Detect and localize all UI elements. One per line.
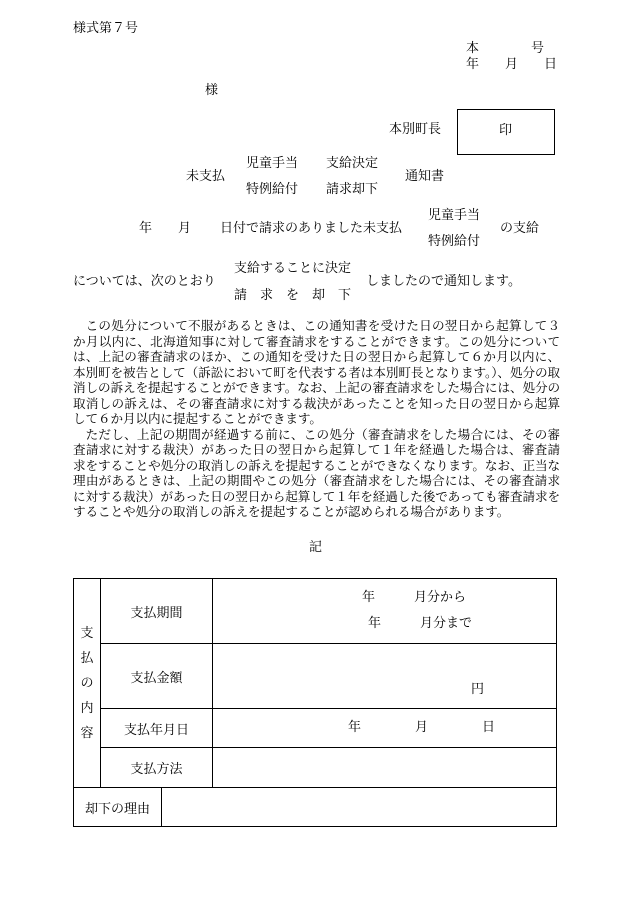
payment-date-year: 年 bbox=[348, 720, 362, 735]
decision-sentence-suffix: しましたので通知します。 bbox=[366, 274, 521, 289]
title-decision-option-1: 支給決定 bbox=[326, 156, 379, 171]
payment-date-day: 日 bbox=[482, 720, 496, 735]
seal-label: 印 bbox=[499, 123, 513, 138]
appeal-notice bbox=[73, 318, 560, 520]
title-benefit-option-1: 児童手当 bbox=[246, 156, 299, 171]
decision-option-2: 請 求 を 却 下 bbox=[234, 288, 352, 303]
payment-date-label: 支払年月日 bbox=[123, 722, 189, 738]
payment-period-from: 年 月分から bbox=[362, 590, 467, 605]
payment-details-group-label: 支 払 の 内 容 bbox=[80, 625, 94, 741]
request-benefit-option-1: 児童手当 bbox=[428, 208, 481, 223]
issue-date: 年 月 日 bbox=[466, 57, 558, 72]
title-suffix: 通知書 bbox=[405, 169, 445, 184]
request-sentence-suffix: の支給 bbox=[500, 221, 540, 236]
payment-amount-unit: 円 bbox=[471, 682, 485, 697]
appeal-notice-paragraph-1: この処分について不服があるときは、この通知書を受けた日の翌日から起算して３か月以内に、北海道知事に対して審査請求をすることができます。この処分については、上記の審査請求のほか、この通知を受けた日の翌日から起算して６か月以内に、本別町を被告として（訴訟において町を代表する者は本別町長となります。）、処分の取消しの訴えを提起することができます。なお、上記の審査請求をした場合には、処分の取消しの訴えは、その審査請求に対する裁決があったことを知った日の翌日から起算して６か月以内に提起することができます。 bbox=[73, 318, 560, 426]
rejection-reason-label: 却下の理由 bbox=[84, 801, 150, 817]
decision-option-1: 支給することに決定 bbox=[234, 261, 352, 276]
request-sentence-text: 日付で請求のありました未支払 bbox=[220, 221, 403, 236]
form-number: 様式第７号 bbox=[73, 21, 139, 36]
request-month-label: 月 bbox=[178, 221, 192, 236]
payment-date-month: 月 bbox=[415, 720, 429, 735]
title-prefix: 未支払 bbox=[186, 169, 226, 184]
addressee-suffix: 様 bbox=[205, 83, 219, 98]
appeal-notice-paragraph-2: ただし、上記の期間が経過する前に、この処分（審査請求をした場合には、その審査請求に対する裁決）があった日の翌日から起算して１年を経過した場合は、審査請求をすることや処分の取消しの訴えを提起することができなくなります。なお、正当な理由があるときは、上記の期間やこの処分（審査請求をした場合には、その審査請求に対する裁決）があった日の翌日から起算して１年を経過した後であっても審査請求をすることや処分の取消しの訴えを提起することが認められる場合があります。 bbox=[73, 426, 561, 519]
document-number: 本 号 bbox=[466, 41, 545, 56]
payment-period-to: 年 月分まで bbox=[368, 616, 473, 631]
payment-amount-label: 支払金額 bbox=[130, 670, 183, 686]
payment-period-label: 支払期間 bbox=[130, 605, 183, 621]
payment-method-label: 支払方法 bbox=[130, 762, 183, 777]
ki-label: 記 bbox=[309, 540, 323, 555]
decision-sentence-prefix: については、次のとおり bbox=[73, 274, 216, 289]
title-decision-option-2: 請求却下 bbox=[326, 182, 379, 197]
request-benefit-option-2: 特例給付 bbox=[428, 234, 481, 249]
issuer-name: 本別町長 bbox=[389, 122, 442, 137]
title-benefit-option-2: 特例給付 bbox=[246, 182, 299, 197]
request-year-label: 年 bbox=[139, 221, 153, 236]
